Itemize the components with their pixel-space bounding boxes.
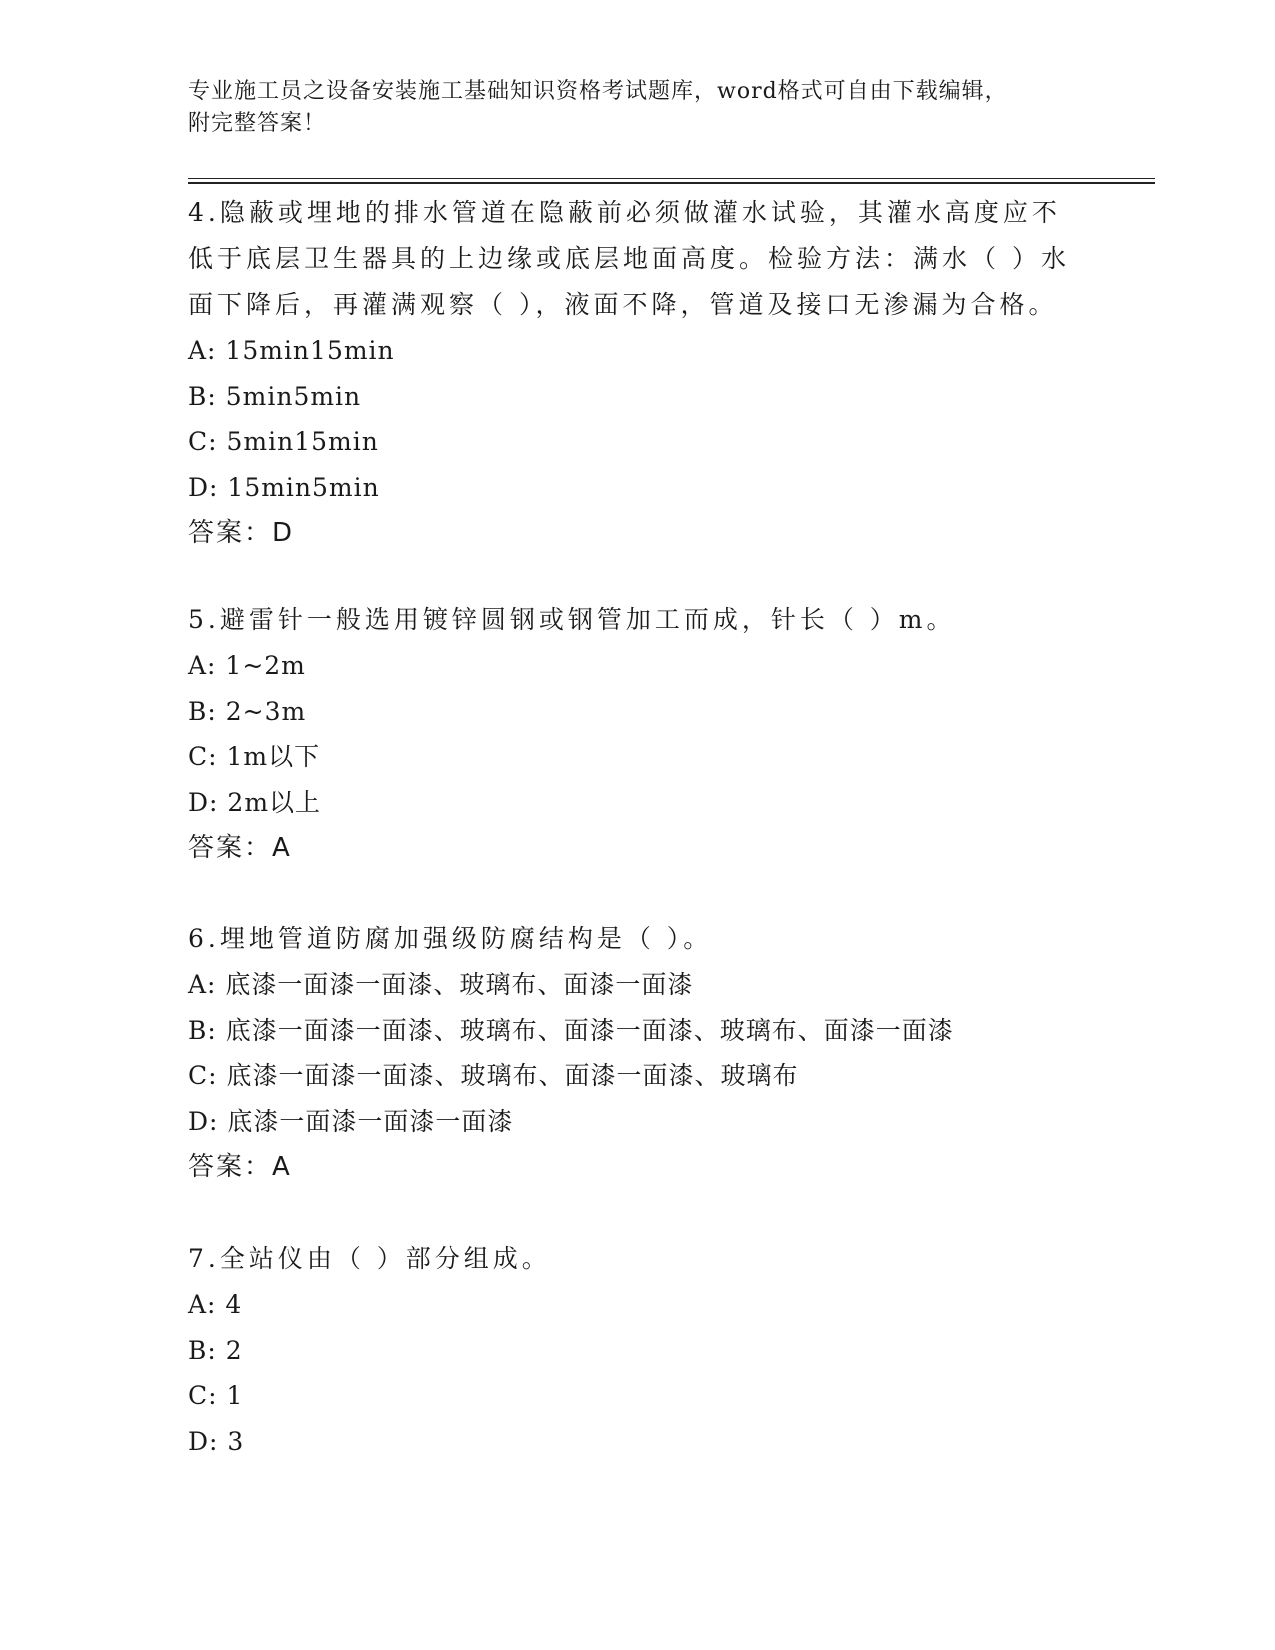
answer: 答案：D: [188, 518, 295, 548]
header-divider-thick: [188, 182, 1155, 184]
option-b: B: 2~3m: [188, 696, 307, 726]
question-stem: 7.全站仪由（ ）部分组成。: [188, 1244, 551, 1273]
question-stem: 5.避雷针一般选用镀锌圆钢或钢管加工而成，针长（ ）m。: [188, 605, 956, 634]
header-divider-thin: [188, 178, 1155, 179]
question-6: [188, 916, 1088, 1190]
option-b: B: 5min5min: [188, 381, 362, 411]
option-c: C: 1: [188, 1381, 244, 1410]
option-a: A: 1~2m: [188, 651, 306, 680]
question-stem: 6.埋地管道防腐加强级防腐结构是（ ）。: [188, 924, 713, 953]
answer: 答案：A: [188, 1152, 292, 1182]
question-5: [188, 597, 1088, 871]
option-b: B: 2: [188, 1335, 243, 1365]
document-header: [188, 76, 1088, 140]
question-4: [188, 190, 1088, 556]
header-line-2: 附完整答案！: [188, 111, 327, 136]
question-stem: 4.隐蔽或埋地的排水管道在隐蔽前必须做灌水试验，其灌水高度应不低于底层卫生器具的上边缘或底层地面高度。检验方法：满水（ ）水面下降后，再灌满观察（ ），液面不降，管道及接口无渗漏为合格。: [188, 198, 1070, 319]
option-c: C: 5min15min: [188, 427, 379, 456]
option-d: D: 15min5min: [188, 472, 380, 502]
option-c: C: 1m以下: [188, 742, 321, 771]
option-d: D: 底漆一面漆一面漆一面漆: [188, 1106, 514, 1136]
option-a: A: 15min15min: [188, 336, 395, 365]
answer: 答案：A: [188, 833, 292, 863]
question-7: [188, 1236, 1088, 1464]
option-c: C: 底漆一面漆一面漆、玻璃布、面漆一面漆、玻璃布: [188, 1061, 799, 1090]
option-d: D: 3: [188, 1426, 245, 1456]
option-d: D: 2m以上: [188, 787, 322, 817]
header-line-1: 专业施工员之设备安装施工基础知识资格考试题库，word格式可自由下载编辑，: [188, 79, 1008, 104]
option-a: A: 4: [188, 1290, 243, 1319]
option-a: A: 底漆一面漆一面漆、玻璃布、面漆一面漆: [188, 970, 694, 999]
option-b: B: 底漆一面漆一面漆、玻璃布、面漆一面漆、玻璃布、面漆一面漆: [188, 1015, 954, 1045]
